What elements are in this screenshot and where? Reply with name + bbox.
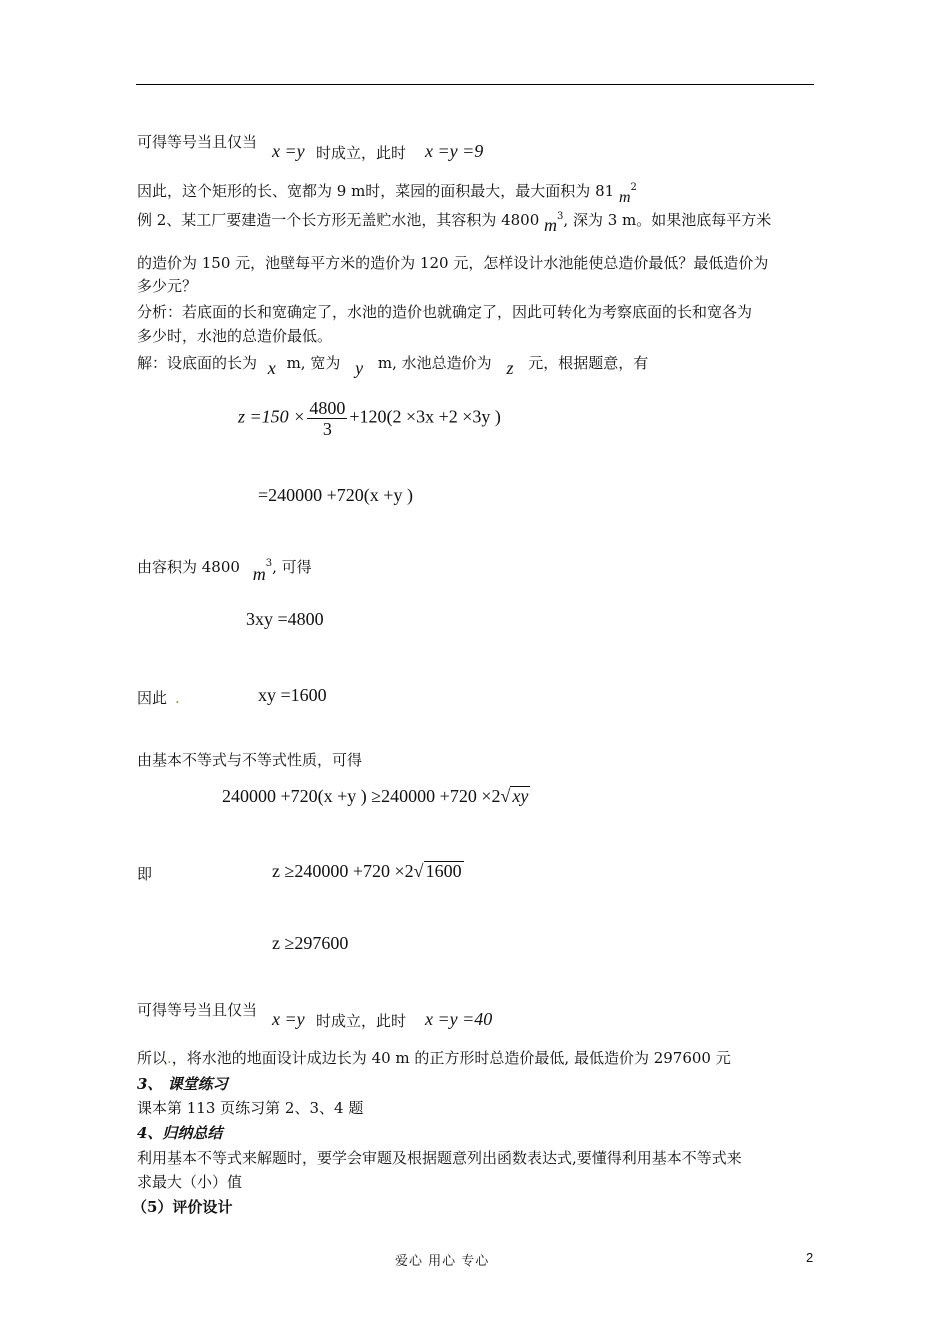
unit-sup: 2 — [630, 182, 637, 193]
line-summary-text: 利用基本不等式来解题时，要学会审题及根据题意列出函数表达式,要懂得利用基本不等式来 — [137, 1149, 742, 1167]
line-therefore — [137, 688, 180, 708]
text-b: ，将水池的地面设计成边长为 40 m 的正方形时总造价最低, 最低造价为 297600 元 — [171, 1049, 731, 1067]
line-conclusion-81 — [137, 176, 637, 206]
line-example-2-cont: 的造价为 150 元，池壁每平方米的造价为 120 元，怎样设计水池能使总造价最低？最低造价为 — [137, 254, 769, 272]
var-y: y — [355, 358, 364, 378]
text-mid-2: 时成立，此时 — [316, 1012, 407, 1030]
line-example-2-cont2: 多少元？ — [137, 277, 198, 295]
text-b: m, 宽为 — [286, 354, 341, 372]
text: 例 2、某工厂要建造一个长方形无盖贮水池，其容积为 4800 — [137, 211, 540, 229]
line-summary-text-cont: 求最大（小）值 — [137, 1173, 243, 1191]
page-number: 2 — [806, 1250, 814, 1265]
radicand: xy — [512, 786, 529, 806]
eq-left: z =150 × — [238, 406, 306, 427]
dot-mark: . — [175, 689, 180, 707]
footer-motto: 爱心 用心 专心 — [395, 1254, 490, 1269]
heading-classroom-practice: 3、 课堂练习 — [137, 1075, 228, 1093]
radicand: 1600 — [425, 861, 462, 881]
header-rule — [136, 84, 814, 85]
text-d: 元，根据题意，有 — [528, 354, 649, 372]
unit-sup: 3 — [265, 558, 273, 569]
unit-sup: 3 — [557, 211, 564, 222]
fraction — [307, 398, 347, 439]
line-final-conclusion — [137, 1048, 731, 1068]
equation-inequality: 240000 +720(x +y ) ≥240000 +720 ×2√ xy — [222, 786, 529, 806]
heading-evaluation-design: （5）评价设计 — [132, 1198, 233, 1216]
unit-m: m — [618, 189, 631, 206]
unit-m: m — [544, 215, 558, 235]
var-x: x — [267, 358, 276, 378]
dot-mark: . — [167, 1049, 172, 1067]
math-x-eq-y: x =y — [272, 141, 305, 161]
fraction-denominator: 3 — [322, 419, 332, 439]
line-basic-inequality: 由基本不等式与不等式性质，可得 — [137, 751, 363, 769]
eq-left: z ≥240000 +720 ×2 — [272, 861, 414, 881]
line-volume — [137, 552, 312, 584]
line-analysis-cont: 多少时，水池的总造价最低。 — [137, 327, 333, 345]
eq-right: +120(2 ×3x +2 ×3y ) — [349, 406, 501, 427]
line-example-2 — [137, 205, 772, 235]
line-equality-condition-1 — [137, 132, 257, 152]
text-a: 解：设底面的长为 — [137, 354, 258, 372]
fraction-numerator: 4800 — [309, 398, 346, 418]
text: 因此 — [137, 689, 168, 707]
unit-m: m — [252, 564, 266, 584]
line-solution-intro — [137, 352, 649, 378]
line-equality-condition-2 — [137, 1000, 257, 1020]
equation-z-ge: z ≥240000 +720 ×2√ 1600 — [272, 861, 462, 881]
equation-z-result: z ≥297600 — [272, 933, 349, 953]
line-analysis: 分析：若底面的长和宽确定了，水池的造价也就确定了，因此可转化为考察底面的长和宽各为 — [137, 303, 753, 321]
text: 可得等号当且仅当 — [137, 1001, 258, 1019]
text-tail: , 可得 — [272, 558, 312, 576]
equation-xy: xy =1600 — [258, 685, 327, 705]
line-that-is: 即 — [137, 865, 153, 883]
line-textbook-exercise: 课本第 113 页练习第 2、3、4 题 — [137, 1099, 364, 1117]
text-c: m, 水池总造价为 — [377, 354, 492, 372]
text-tail: , 深为 3 m。如果池底每平方米 — [563, 211, 772, 229]
text-mid: 时成立，此时 — [316, 144, 407, 162]
equation-cost — [238, 398, 501, 439]
var-z: z — [506, 358, 514, 378]
text: 可得等号当且仅当 — [137, 133, 258, 151]
eq-left: 240000 +720(x +y ) ≥240000 +720 ×2 — [222, 786, 501, 806]
text: 由容积为 4800 — [137, 558, 240, 576]
equation-3xy: 3xy =4800 — [246, 609, 324, 629]
math-x-eq-y-eq-40: x =y =40 — [425, 1009, 493, 1029]
math-x-eq-y-eq-9: x =y =9 — [425, 141, 484, 161]
text: 因此，这个矩形的长、宽都为 9 m时，菜园的面积最大，最大面积为 81 — [137, 182, 615, 200]
heading-summary: 4、归纳总结 — [137, 1124, 223, 1142]
equation-cost-simplified: =240000 +720(x +y ) — [258, 485, 413, 505]
math-x-eq-y-2: x =y — [272, 1009, 305, 1029]
text-a: 所以 — [137, 1049, 168, 1067]
